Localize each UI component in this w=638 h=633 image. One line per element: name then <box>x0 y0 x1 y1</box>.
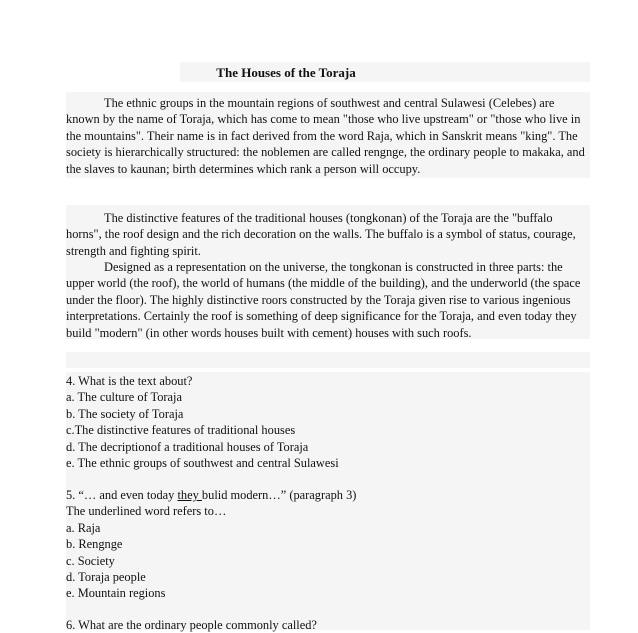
option: a. The culture of Toraja <box>66 390 182 405</box>
option: b. The society of Toraja <box>66 406 184 421</box>
question-6 <box>66 617 590 633</box>
question-suffix: bulid modern…” (paragraph 3) <box>201 488 357 502</box>
paragraph-1: The ethnic groups in the mountain regions of southwest and central Sulawesi (Celebes) are known by the name of Toraja, which has come to mean "those who live upstream" or "those who live in the mountains". Their name is in fact derived from the word Raja, which in Sanskrit means "king". The society is hierarchically structured: the noblemen are called rengnge, the ordinary people to makaka, and the slaves to kaunan; birth determines which rank a person will occupy. <box>66 96 585 176</box>
option: e. The ethnic groups of southwest and central Sulawesi <box>66 456 339 471</box>
option: c. Society <box>66 553 115 568</box>
option: d. Toraja people <box>66 570 146 585</box>
option: b. Rengnge <box>66 537 123 552</box>
question-4 <box>66 373 590 471</box>
paragraph-2: The distinctive features of the traditional houses (tongkonan) of the Toraja are the "buffalo horns", the roof design and the rich decoration on the walls. The buffalo is a symbol of status, courage, strength and fighting spirit. <box>66 211 576 258</box>
question-5 <box>66 487 590 602</box>
question-text <box>66 487 590 503</box>
separator-band <box>66 352 590 368</box>
paragraph-3: Designed as a representation on the universe, the tongkonan is constructed in three parts: the upper world (the roof), the world of humans (the middle of the building), and the underworld (the space under the floor). The highly distinctive roors constructed by the Toraja given rise to various ingenious interpretations. Certainly the roof is something of deep significance for the Toraja, and even today they build "modern" (in other words houses built with cement) houses with such roofs. <box>66 260 581 340</box>
question-text: 4. What is the text about? <box>66 374 193 388</box>
page-title: The Houses of the Toraja <box>216 65 356 80</box>
option: c.The distinctive features of traditional houses <box>66 423 296 438</box>
option: d. The decriptionof a traditional houses of Toraja <box>66 439 309 454</box>
question-text: 6. What are the ordinary people commonly called? <box>66 618 317 632</box>
question-prompt: The underlined word refers to… <box>66 504 227 519</box>
underlined-word: they <box>177 488 202 502</box>
option: e. Mountain regions <box>66 586 166 601</box>
option: a. Raja <box>66 520 101 535</box>
question-prefix: 5. “… and even today <box>66 488 178 502</box>
